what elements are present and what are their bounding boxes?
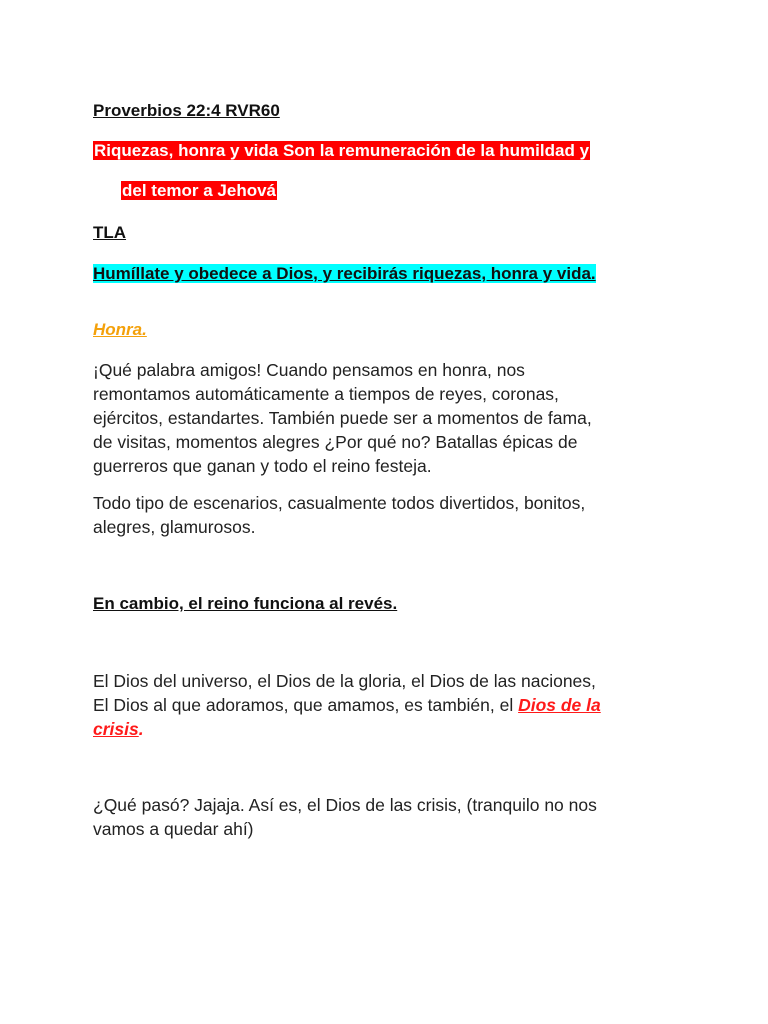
paragraph-text: El Dios al que adoramos, que amamos, es también, el: [93, 695, 519, 715]
paragraph-line: remontamos automáticamente a tiempos de reyes, coronas,: [93, 384, 559, 404]
paragraph-line: El Dios del universo, el Dios de la gloria, el Dios de las naciones,: [93, 671, 596, 691]
paragraph-2: [93, 491, 693, 539]
paragraph-line: [93, 693, 693, 717]
highlighted-period: .: [138, 719, 144, 739]
tla-label: TLA: [93, 223, 127, 242]
paragraph-line: Todo tipo de escenarios, casualmente todos divertidos, bonitos,: [93, 493, 586, 513]
subheading: En cambio, el reino funciona al revés.: [93, 594, 398, 613]
paragraph-line: alegres, glamurosos.: [93, 517, 256, 537]
verse-tla-line: [93, 264, 596, 284]
paragraph-line: ejércitos, estandartes. También puede ser a momentos de fama,: [93, 408, 592, 428]
highlighted-phrase: crisis: [93, 719, 139, 739]
verse-rvr-text-1: Riquezas, honra y vida Son la remuneración de la humildad y: [94, 141, 590, 160]
paragraph-line: ¡Qué palabra amigos! Cuando pensamos en honra, nos: [93, 360, 525, 380]
verse-rvr-text-2: del temor a Jehová: [122, 181, 277, 200]
paragraph-3: [93, 669, 693, 741]
paragraph-line: [93, 717, 693, 741]
paragraph-line: de visitas, momentos alegres ¿Por qué no? Batallas épicas de: [93, 432, 578, 452]
paragraph-4: [93, 793, 693, 841]
highlighted-phrase: Dios de la: [518, 695, 601, 715]
verse-reference: Proverbios 22:4 RVR60: [93, 101, 280, 120]
verse-tla-text: Humíllate y obedece a Dios, y recibirás riquezas, honra y vida.: [93, 264, 596, 283]
verse-rvr-line-2: [121, 181, 277, 201]
paragraph-line: vamos a quedar ahí): [93, 819, 254, 839]
verse-rvr-line-1: [93, 141, 590, 161]
paragraph-1: [93, 358, 693, 478]
paragraph-line: guerreros que ganan y todo el reino festeja.: [93, 456, 432, 476]
section-heading: Honra.: [93, 320, 147, 339]
paragraph-line: ¿Qué pasó? Jajaja. Así es, el Dios de las crisis, (tranquilo no nos: [93, 795, 597, 815]
